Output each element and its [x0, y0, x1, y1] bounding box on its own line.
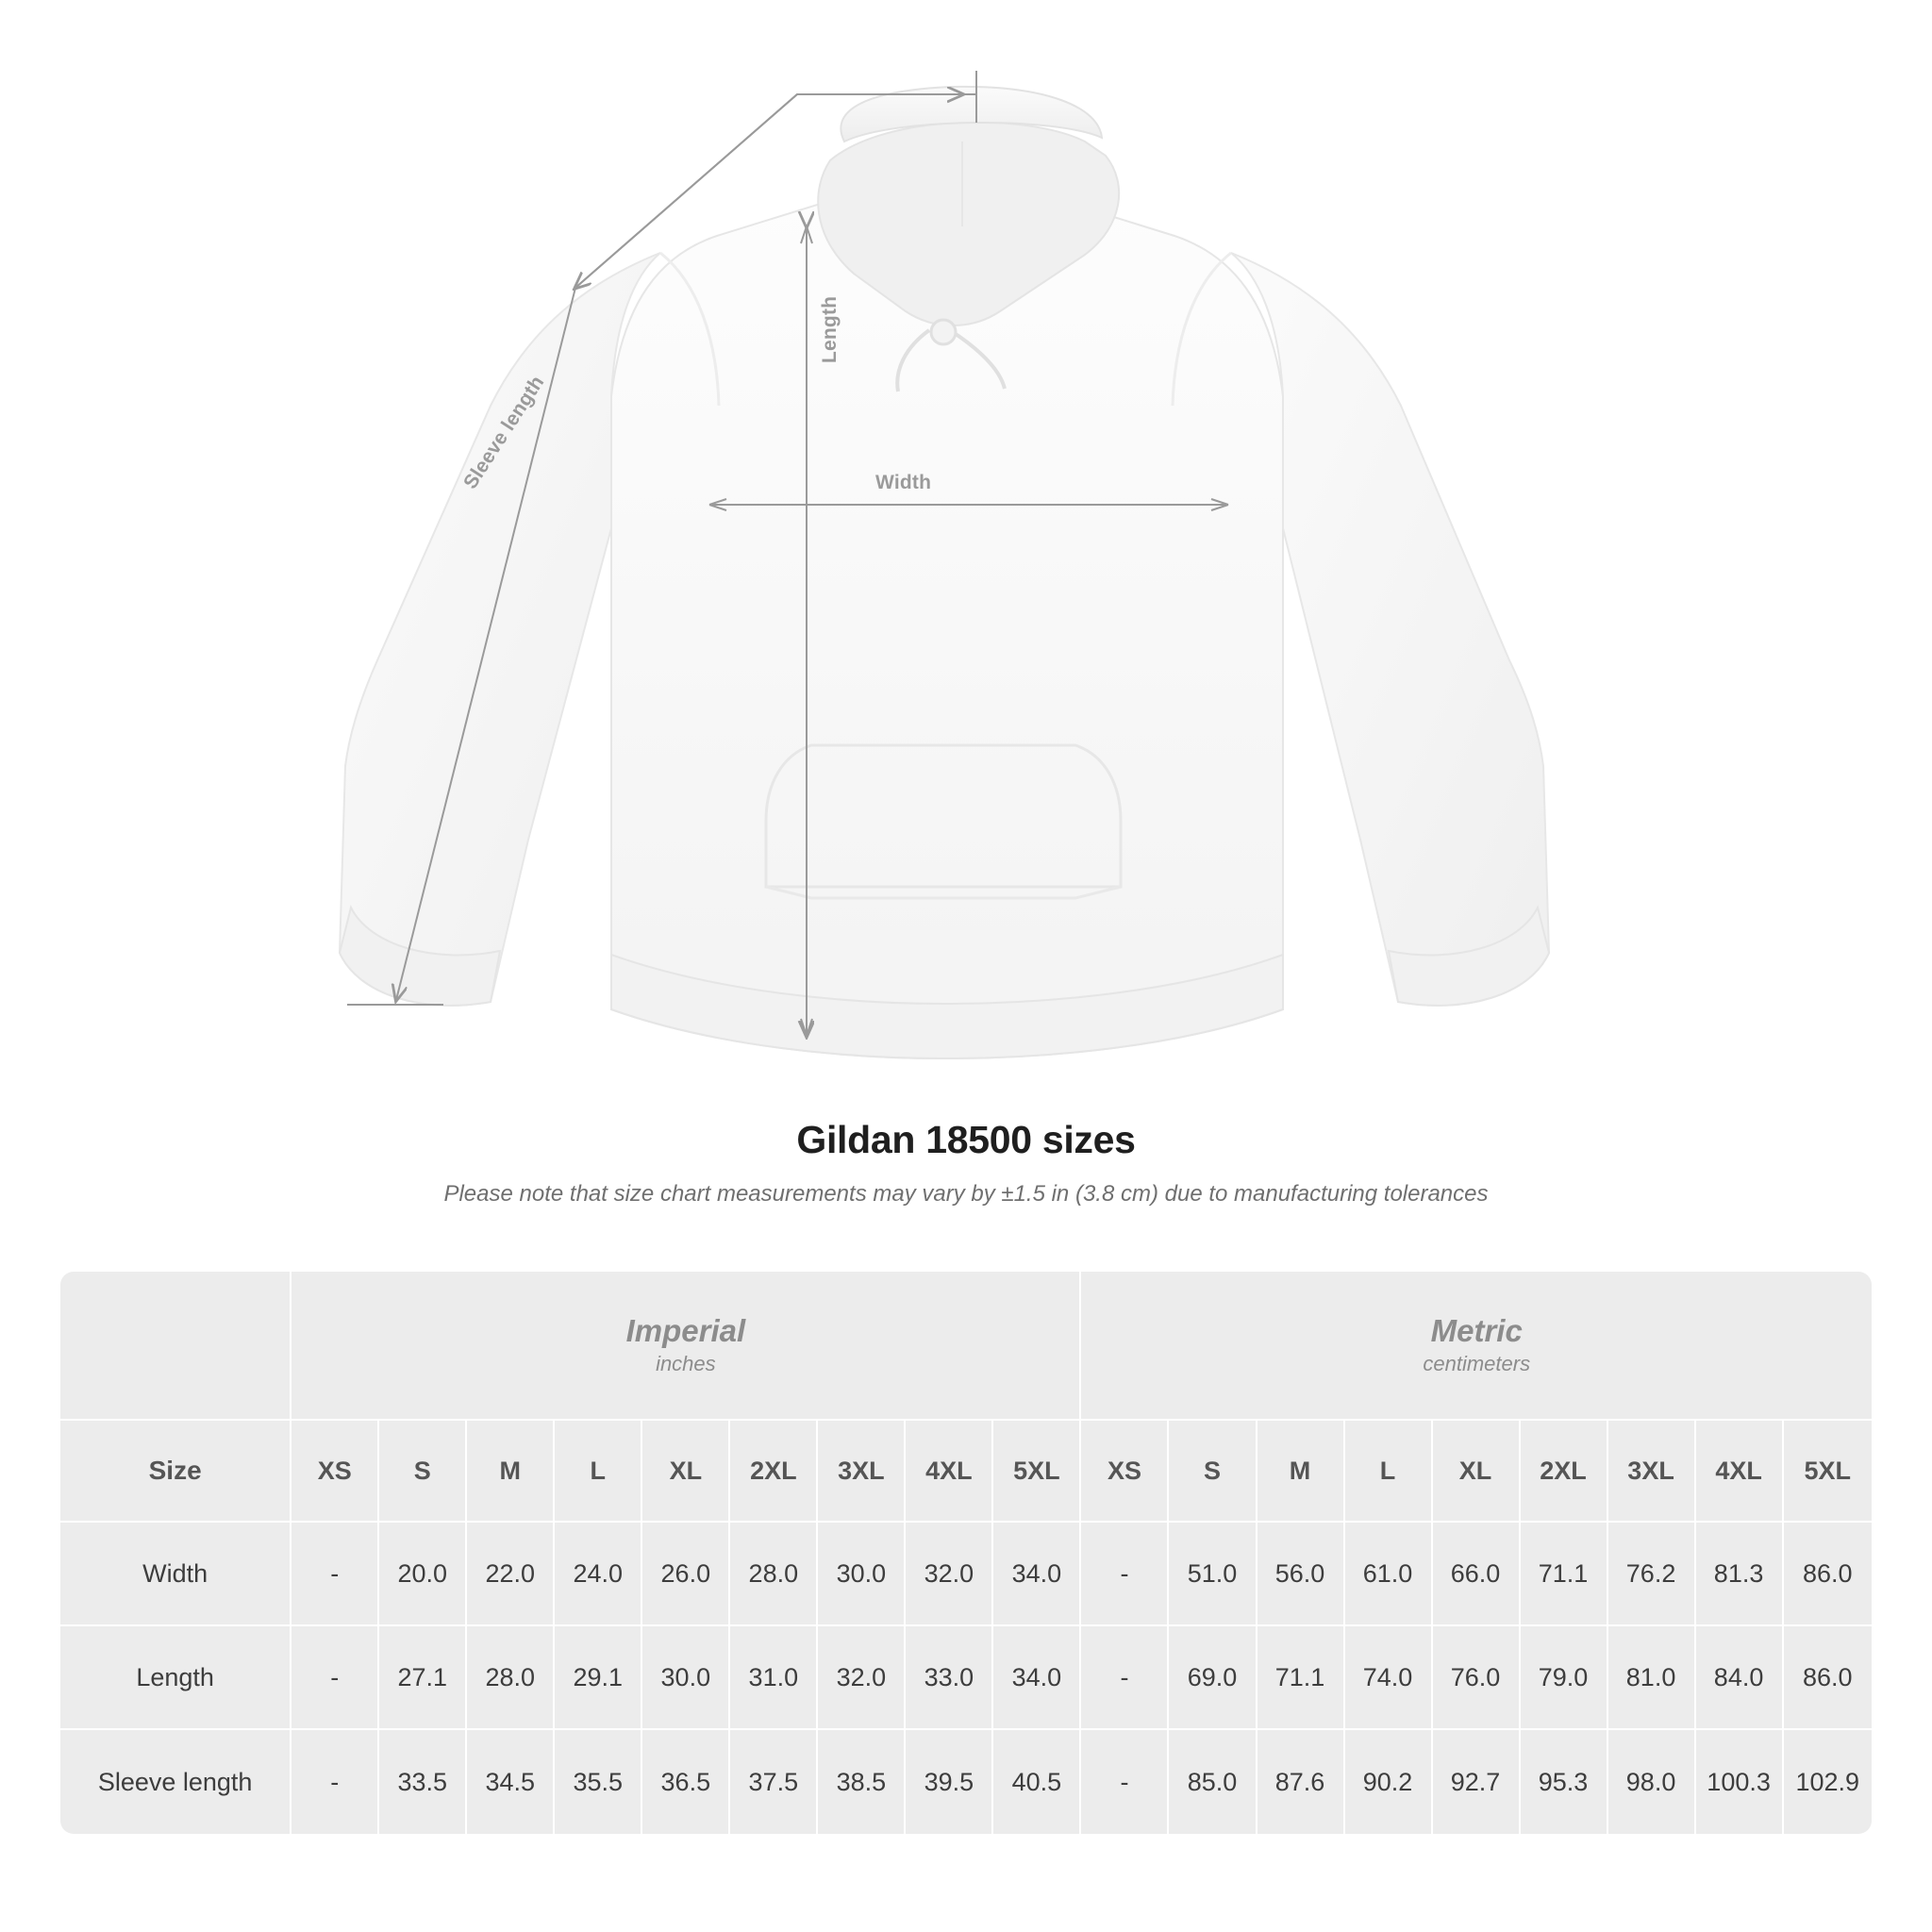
cell-sleeve-imperial-2xl: 37.5 [730, 1730, 818, 1834]
cell-length-imperial-4xl: 33.0 [906, 1626, 993, 1730]
cell-width-imperial-4xl: 32.0 [906, 1523, 993, 1626]
unit-header-row [60, 1272, 1872, 1421]
cell-width-imperial-5xl: 34.0 [993, 1523, 1081, 1626]
size-header-imperial-xs: XS [291, 1421, 379, 1523]
size-header-metric-l: L [1345, 1421, 1433, 1523]
size-header-metric-xl: XL [1433, 1421, 1521, 1523]
cell-length-imperial-3xl: 32.0 [818, 1626, 906, 1730]
cell-width-metric-l: 61.0 [1345, 1523, 1433, 1626]
cell-length-metric-2xl: 79.0 [1521, 1626, 1608, 1730]
cell-width-metric-s: 51.0 [1169, 1523, 1257, 1626]
cell-sleeve-metric-5xl: 102.9 [1784, 1730, 1872, 1834]
cell-length-metric-5xl: 86.0 [1784, 1626, 1872, 1730]
unit-header-spacer [60, 1272, 291, 1421]
size-header-metric-3xl: 3XL [1608, 1421, 1696, 1523]
unit-header-imperial [291, 1272, 1081, 1421]
table-row [60, 1523, 1872, 1626]
cell-width-imperial-3xl: 30.0 [818, 1523, 906, 1626]
cell-length-imperial-xs: - [291, 1626, 379, 1730]
cell-sleeve-imperial-s: 33.5 [379, 1730, 467, 1834]
cell-sleeve-metric-s: 85.0 [1169, 1730, 1257, 1834]
cell-sleeve-imperial-xs: - [291, 1730, 379, 1834]
cell-width-metric-xs: - [1081, 1523, 1169, 1626]
cell-length-metric-3xl: 81.0 [1608, 1626, 1696, 1730]
cell-width-metric-2xl: 71.1 [1521, 1523, 1608, 1626]
cell-sleeve-metric-4xl: 100.3 [1696, 1730, 1784, 1834]
size-header-imperial-l: L [555, 1421, 642, 1523]
cell-width-imperial-m: 22.0 [467, 1523, 555, 1626]
metric-unit-name: Metric [1430, 1312, 1523, 1348]
unit-header-metric [1081, 1272, 1872, 1421]
cell-width-imperial-xs: - [291, 1523, 379, 1626]
size-table-wrapper [60, 1272, 1872, 1834]
cell-width-metric-5xl: 86.0 [1784, 1523, 1872, 1626]
imperial-unit-name: Imperial [625, 1312, 746, 1348]
cell-length-metric-xs: - [1081, 1626, 1169, 1730]
size-header-row [60, 1421, 1872, 1523]
size-header-metric-m: M [1257, 1421, 1345, 1523]
cell-sleeve-metric-xl: 92.7 [1433, 1730, 1521, 1834]
cell-sleeve-imperial-xl: 36.5 [642, 1730, 730, 1834]
size-header-metric-4xl: 4XL [1696, 1421, 1784, 1523]
cell-sleeve-imperial-m: 34.5 [467, 1730, 555, 1834]
size-header-imperial-xl: XL [642, 1421, 730, 1523]
size-header-metric-2xl: 2XL [1521, 1421, 1608, 1523]
table-row [60, 1730, 1872, 1834]
metric-unit-sub: centimeters [1423, 1352, 1531, 1376]
cell-sleeve-imperial-l: 35.5 [555, 1730, 642, 1834]
cell-width-imperial-l: 24.0 [555, 1523, 642, 1626]
size-header-metric-5xl: 5XL [1784, 1421, 1872, 1523]
imperial-unit-sub: inches [656, 1352, 716, 1376]
row-label-length: Length [60, 1626, 291, 1730]
title-block [0, 1118, 1932, 1208]
size-table [60, 1272, 1872, 1834]
row-label-sleeve-length: Sleeve length [60, 1730, 291, 1834]
cell-width-imperial-2xl: 28.0 [730, 1523, 818, 1626]
row-label-width: Width [60, 1523, 291, 1626]
cell-width-imperial-xl: 26.0 [642, 1523, 730, 1626]
size-header-imperial-s: S [379, 1421, 467, 1523]
sleeve-length-dimension-label: Sleeve length [459, 372, 549, 493]
size-header-imperial-m: M [467, 1421, 555, 1523]
cell-sleeve-metric-3xl: 98.0 [1608, 1730, 1696, 1834]
size-header-imperial-3xl: 3XL [818, 1421, 906, 1523]
cell-length-metric-l: 74.0 [1345, 1626, 1433, 1730]
length-dimension-label: Length [819, 295, 841, 363]
size-header-imperial-2xl: 2XL [730, 1421, 818, 1523]
cell-width-metric-m: 56.0 [1257, 1523, 1345, 1626]
table-row [60, 1626, 1872, 1730]
cell-width-imperial-s: 20.0 [379, 1523, 467, 1626]
cell-sleeve-imperial-4xl: 39.5 [906, 1730, 993, 1834]
cell-length-imperial-l: 29.1 [555, 1626, 642, 1730]
size-header-imperial-5xl: 5XL [993, 1421, 1081, 1523]
size-header-imperial-4xl: 4XL [906, 1421, 993, 1523]
cell-length-imperial-m: 28.0 [467, 1626, 555, 1730]
cell-sleeve-imperial-3xl: 38.5 [818, 1730, 906, 1834]
cell-width-metric-3xl: 76.2 [1608, 1523, 1696, 1626]
size-column-header: Size [60, 1421, 291, 1523]
cell-length-imperial-s: 27.1 [379, 1626, 467, 1730]
cell-sleeve-metric-2xl: 95.3 [1521, 1730, 1608, 1834]
cell-length-imperial-2xl: 31.0 [730, 1626, 818, 1730]
cell-width-metric-4xl: 81.3 [1696, 1523, 1784, 1626]
cell-sleeve-metric-m: 87.6 [1257, 1730, 1345, 1834]
cell-sleeve-imperial-5xl: 40.5 [993, 1730, 1081, 1834]
cell-length-metric-s: 69.0 [1169, 1626, 1257, 1730]
tolerance-note: Please note that size chart measurements may vary by ±1.5 in (3.8 cm) due to manufacturing tolerances [443, 1181, 1489, 1207]
cell-width-metric-xl: 66.0 [1433, 1523, 1521, 1626]
cell-sleeve-metric-xs: - [1081, 1730, 1169, 1834]
cell-length-metric-xl: 76.0 [1433, 1626, 1521, 1730]
size-header-metric-xs: XS [1081, 1421, 1169, 1523]
size-header-metric-s: S [1169, 1421, 1257, 1523]
cell-length-imperial-5xl: 34.0 [993, 1626, 1081, 1730]
cell-sleeve-metric-l: 90.2 [1345, 1730, 1433, 1834]
cell-length-metric-m: 71.1 [1257, 1626, 1345, 1730]
cell-length-metric-4xl: 84.0 [1696, 1626, 1784, 1730]
cell-length-imperial-xl: 30.0 [642, 1626, 730, 1730]
page-title: Gildan 18500 sizes [796, 1118, 1136, 1161]
width-dimension-label: Width [875, 472, 932, 493]
